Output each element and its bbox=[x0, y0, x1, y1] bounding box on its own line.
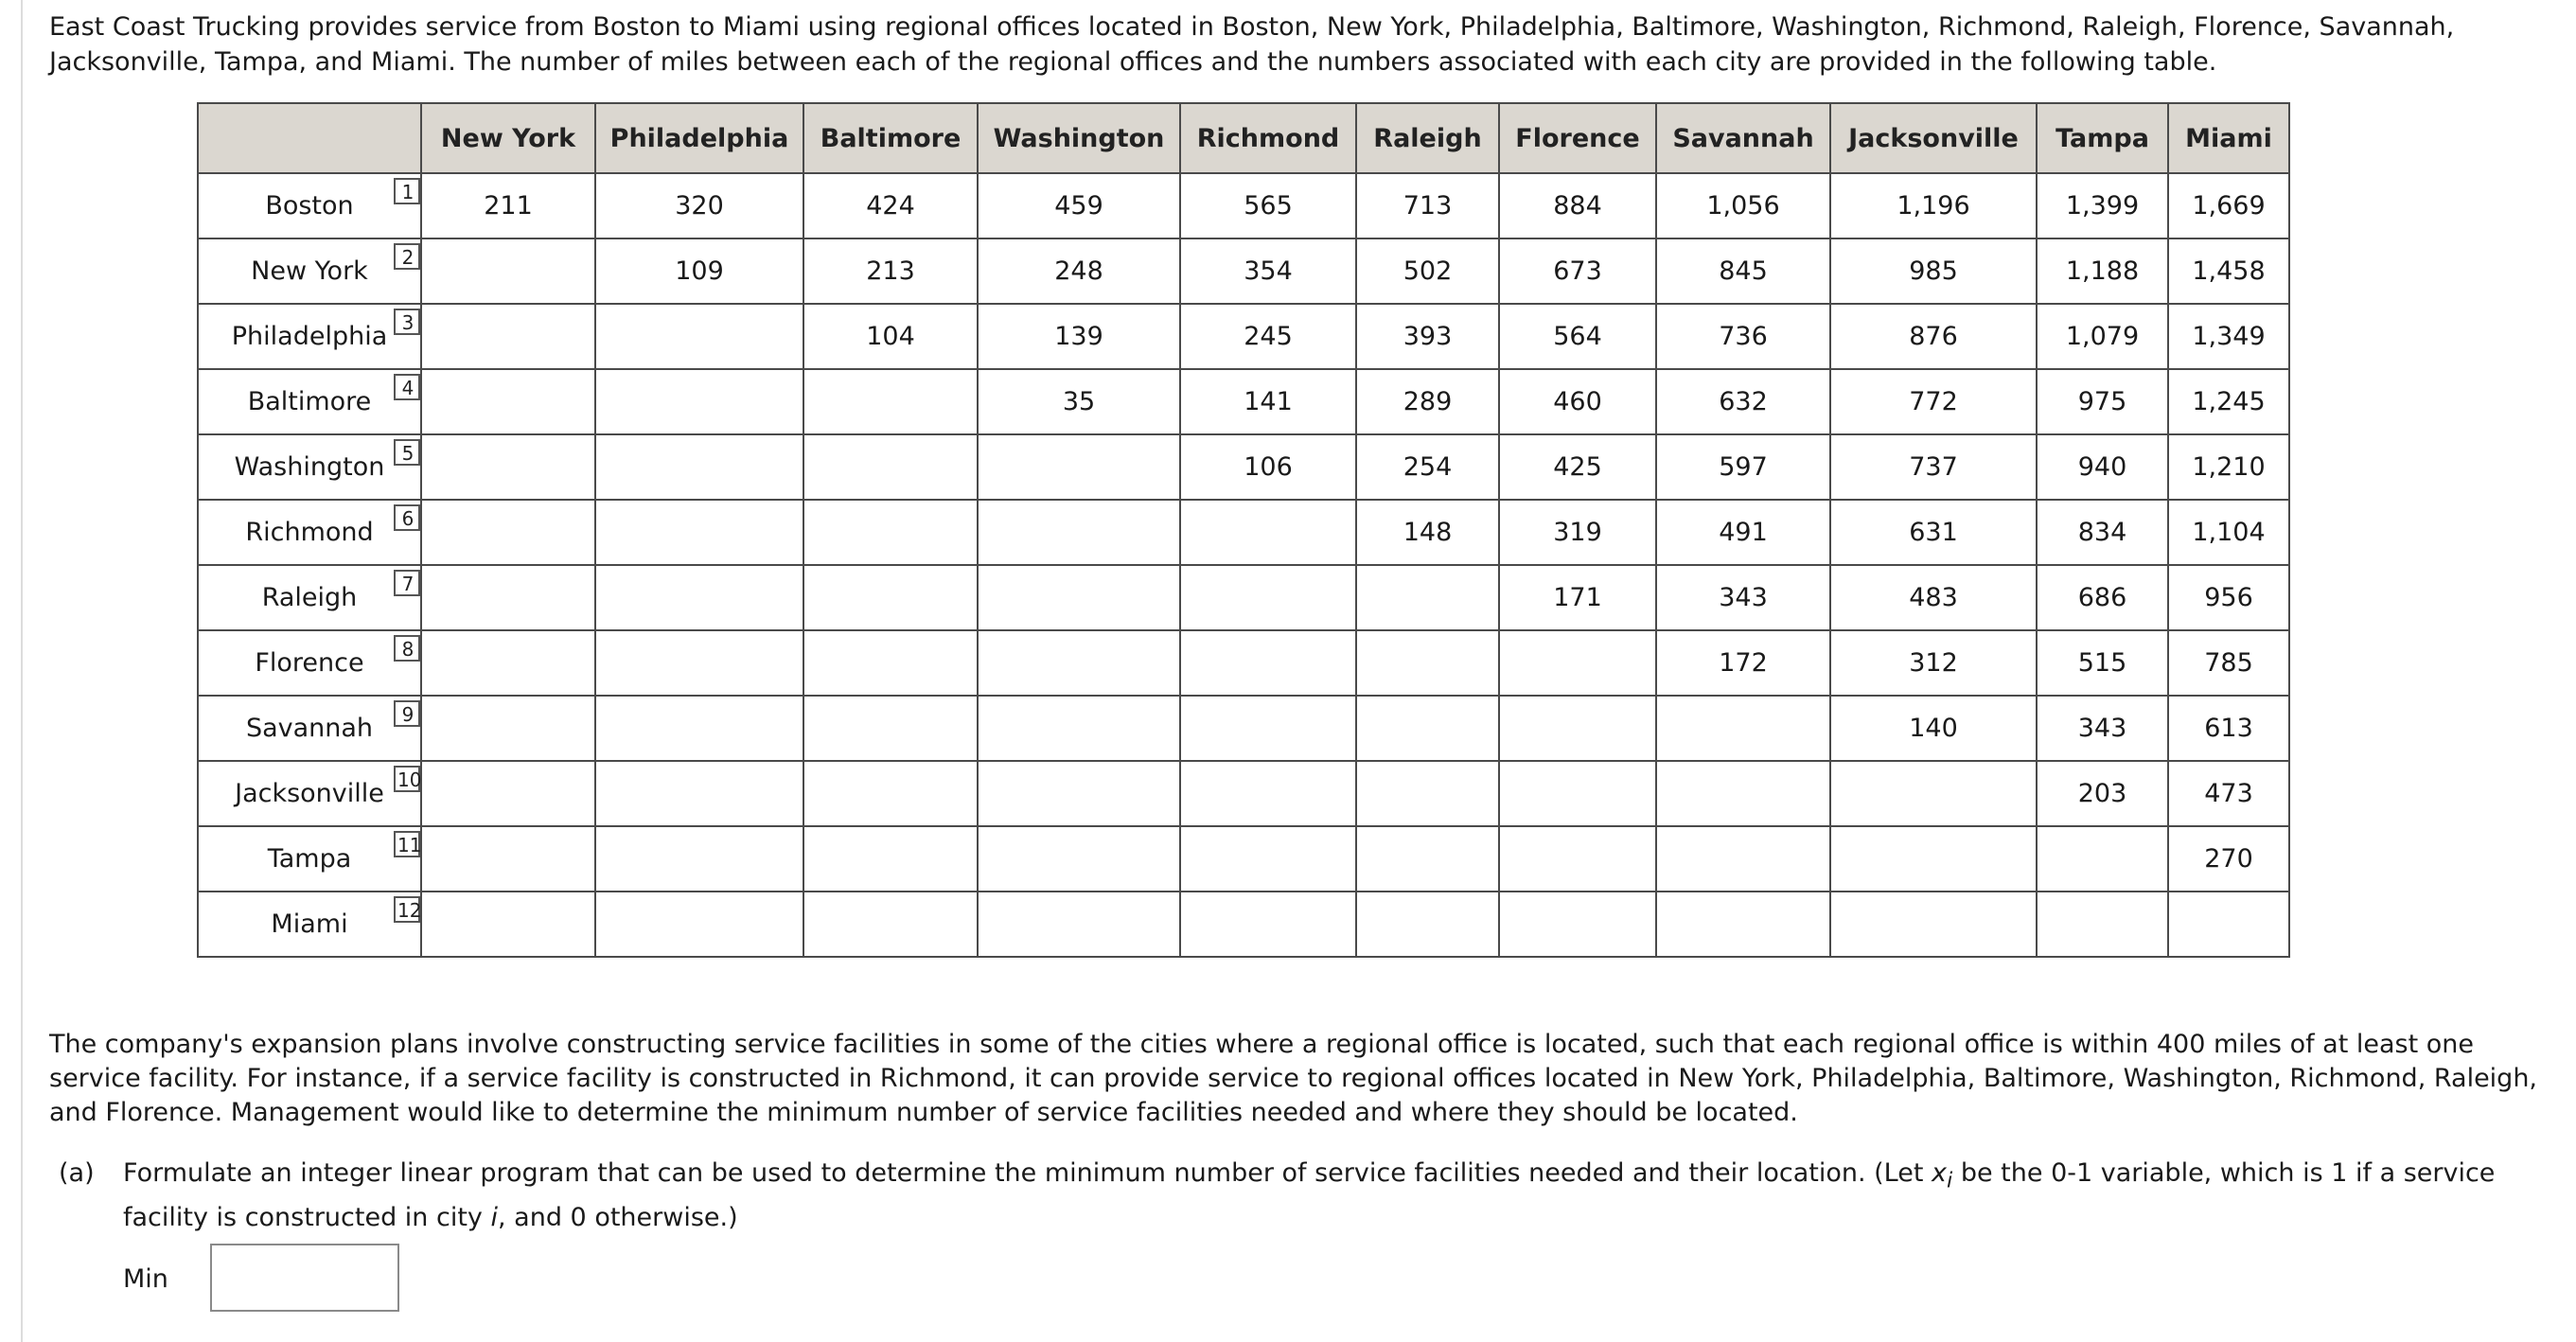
distance-cell bbox=[421, 369, 595, 434]
distance-cell bbox=[421, 761, 595, 826]
distance-cell bbox=[1656, 696, 1830, 761]
distance-cell: 737 bbox=[1830, 434, 2037, 500]
distance-cell: 139 bbox=[978, 304, 1180, 369]
distance-cell: 312 bbox=[1830, 630, 2037, 696]
city-number-badge: 4 bbox=[394, 374, 420, 400]
distance-cell: 1,188 bbox=[2037, 238, 2168, 304]
city-number-badge: 8 bbox=[394, 635, 420, 662]
distance-cell bbox=[1180, 826, 1356, 892]
distance-cell bbox=[2168, 892, 2289, 957]
distance-cell bbox=[1180, 761, 1356, 826]
distance-cell: 713 bbox=[1356, 173, 1499, 238]
distance-cell bbox=[1180, 565, 1356, 630]
distance-cell: 502 bbox=[1356, 238, 1499, 304]
distance-cell bbox=[1356, 892, 1499, 957]
distance-cell bbox=[595, 565, 803, 630]
distance-cell: 564 bbox=[1499, 304, 1656, 369]
row-city-name: Philadelphia bbox=[231, 322, 388, 351]
column-header: Jacksonville bbox=[1830, 103, 2037, 173]
row-city-name: Raleigh bbox=[261, 583, 358, 612]
distance-cell bbox=[421, 434, 595, 500]
row-city-name: Baltimore bbox=[247, 387, 372, 416]
row-city-cell bbox=[198, 173, 421, 238]
distance-cell bbox=[978, 565, 1180, 630]
distance-cell: 772 bbox=[1830, 369, 2037, 434]
city-number-badge: 5 bbox=[394, 439, 420, 466]
distance-cell: 148 bbox=[1356, 500, 1499, 565]
column-header: Tampa bbox=[2037, 103, 2168, 173]
column-header: Philadelphia bbox=[595, 103, 803, 173]
distance-cell bbox=[1180, 630, 1356, 696]
column-header: Baltimore bbox=[803, 103, 978, 173]
table-row bbox=[198, 500, 2289, 565]
distance-cell: 1,056 bbox=[1656, 173, 1830, 238]
table-row bbox=[198, 304, 2289, 369]
distance-cell bbox=[978, 826, 1180, 892]
distance-cell bbox=[803, 826, 978, 892]
table-row bbox=[198, 630, 2289, 696]
distance-cell bbox=[803, 892, 978, 957]
distance-cell bbox=[421, 630, 595, 696]
distance-cell bbox=[803, 369, 978, 434]
distance-cell: 491 bbox=[1656, 500, 1830, 565]
distance-cell bbox=[1499, 630, 1656, 696]
variable-subscript-i: i bbox=[1947, 1168, 1953, 1193]
distance-cell: 1,458 bbox=[2168, 238, 2289, 304]
row-city-cell bbox=[198, 630, 421, 696]
distance-cell bbox=[1356, 565, 1499, 630]
part-a-text-segment: , and 0 otherwise.) bbox=[498, 1203, 738, 1233]
distance-cell: 473 bbox=[2168, 761, 2289, 826]
variable-x: x bbox=[1932, 1158, 1947, 1188]
distance-cell bbox=[803, 630, 978, 696]
part-a-text-segment: Formulate an integer linear program that can be used to determine the minimum number of service facilities needed and their location. (Let bbox=[123, 1158, 1932, 1188]
distance-cell: 834 bbox=[2037, 500, 2168, 565]
row-city-name: Jacksonville bbox=[235, 779, 384, 808]
distance-cell: 884 bbox=[1499, 173, 1656, 238]
distance-cell: 1,210 bbox=[2168, 434, 2289, 500]
distance-cell bbox=[803, 434, 978, 500]
distance-cell: 940 bbox=[2037, 434, 2168, 500]
column-header: Miami bbox=[2168, 103, 2289, 173]
column-header: Savannah bbox=[1656, 103, 1830, 173]
row-city-cell bbox=[198, 500, 421, 565]
row-city-cell bbox=[198, 434, 421, 500]
distance-cell bbox=[1499, 761, 1656, 826]
row-city-name: Savannah bbox=[245, 714, 374, 743]
row-city-cell bbox=[198, 565, 421, 630]
distance-cell: 140 bbox=[1830, 696, 2037, 761]
distance-cell: 632 bbox=[1656, 369, 1830, 434]
distance-cell: 736 bbox=[1656, 304, 1830, 369]
distance-cell bbox=[1499, 696, 1656, 761]
row-city-name: Florence bbox=[255, 648, 364, 678]
distance-cell bbox=[595, 304, 803, 369]
city-number-badge: 12 bbox=[394, 896, 420, 923]
distance-cell bbox=[978, 892, 1180, 957]
distance-cell: 1,245 bbox=[2168, 369, 2289, 434]
row-city-cell bbox=[198, 826, 421, 892]
distance-cell bbox=[1356, 761, 1499, 826]
row-city-cell bbox=[198, 238, 421, 304]
distance-cell bbox=[421, 304, 595, 369]
distance-cell bbox=[1180, 696, 1356, 761]
distance-cell bbox=[978, 761, 1180, 826]
row-city-cell bbox=[198, 761, 421, 826]
distance-cell: 425 bbox=[1499, 434, 1656, 500]
column-header: Raleigh bbox=[1356, 103, 1499, 173]
city-number-badge: 6 bbox=[394, 504, 420, 531]
row-city-cell bbox=[198, 304, 421, 369]
distance-cell bbox=[2037, 892, 2168, 957]
header-corner-cell bbox=[198, 103, 421, 173]
distance-cell bbox=[1656, 761, 1830, 826]
distance-cell bbox=[1180, 892, 1356, 957]
distance-cell: 104 bbox=[803, 304, 978, 369]
city-number-badge: 2 bbox=[394, 243, 420, 270]
column-header: Richmond bbox=[1180, 103, 1356, 173]
distance-cell: 289 bbox=[1356, 369, 1499, 434]
distance-cell bbox=[1356, 630, 1499, 696]
column-header: New York bbox=[421, 103, 595, 173]
distance-cell: 515 bbox=[2037, 630, 2168, 696]
distance-cell bbox=[1830, 892, 2037, 957]
distance-cell: 270 bbox=[2168, 826, 2289, 892]
distance-cell bbox=[595, 630, 803, 696]
distance-cell bbox=[595, 826, 803, 892]
distance-cell: 631 bbox=[1830, 500, 2037, 565]
distance-cell bbox=[1356, 826, 1499, 892]
table-row bbox=[198, 892, 2289, 957]
distance-cell: 1,399 bbox=[2037, 173, 2168, 238]
intro-paragraph: East Coast Trucking provides service from Boston to Miami using regional offices located in Boston, New York, Philadelphia, Baltimore, Washington, Richmond, Raleigh, Florence, Savannah, Jacksonville, Tampa, and Miami. The number of miles between each of the regional offices and the numbers associated with each city are provided in the following table. bbox=[49, 12, 2455, 77]
row-city-name: Washington bbox=[234, 452, 385, 482]
distance-cell: 483 bbox=[1830, 565, 2037, 630]
distance-cell bbox=[1499, 892, 1656, 957]
distance-cell bbox=[803, 565, 978, 630]
distance-cell: 106 bbox=[1180, 434, 1356, 500]
column-header: Florence bbox=[1499, 103, 1656, 173]
distance-cell bbox=[595, 369, 803, 434]
distance-cell bbox=[421, 696, 595, 761]
part-a-label: (a) bbox=[59, 1158, 95, 1188]
part-a-text-segment: be the 0-1 variable, which is 1 if a service facility is constructed in city bbox=[123, 1158, 2496, 1233]
row-city-name: Richmond bbox=[245, 518, 374, 547]
distance-cell bbox=[978, 434, 1180, 500]
distance-cell bbox=[803, 696, 978, 761]
variable-i: i bbox=[490, 1203, 499, 1233]
distance-cell: 319 bbox=[1499, 500, 1656, 565]
distance-cell bbox=[421, 826, 595, 892]
row-city-name: New York bbox=[251, 256, 368, 286]
row-city-cell bbox=[198, 892, 421, 957]
distance-cell bbox=[421, 565, 595, 630]
distance-cell: 109 bbox=[595, 238, 803, 304]
table-row bbox=[198, 369, 2289, 434]
distance-cell: 172 bbox=[1656, 630, 1830, 696]
left-border-rule bbox=[21, 0, 23, 1342]
distance-cell: 354 bbox=[1180, 238, 1356, 304]
table-row bbox=[198, 173, 2289, 238]
distance-cell: 424 bbox=[803, 173, 978, 238]
table-header-row bbox=[198, 103, 2289, 173]
distance-cell bbox=[1656, 892, 1830, 957]
distance-cell: 597 bbox=[1656, 434, 1830, 500]
distance-cell bbox=[803, 761, 978, 826]
distance-cell: 1,079 bbox=[2037, 304, 2168, 369]
table-row bbox=[198, 761, 2289, 826]
city-number-badge: 7 bbox=[394, 570, 420, 596]
distance-cell: 141 bbox=[1180, 369, 1356, 434]
objective-input[interactable] bbox=[210, 1244, 399, 1312]
distance-cell: 171 bbox=[1499, 565, 1656, 630]
distance-cell: 613 bbox=[2168, 696, 2289, 761]
distance-cell bbox=[595, 892, 803, 957]
table-row bbox=[198, 826, 2289, 892]
city-number-badge: 3 bbox=[394, 309, 420, 335]
distance-cell: 845 bbox=[1656, 238, 1830, 304]
distance-cell bbox=[1830, 761, 2037, 826]
distance-cell: 248 bbox=[978, 238, 1180, 304]
expansion-paragraph: The company's expansion plans involve constructing service facilities in some of the cities where a regional office is located, such that each regional office is within 400 miles of at least one service facility. For instance, if a service facility is constructed in Richmond, it can provide service to regional offices located in New York, Philadelphia, Baltimore, Washington, Richmond, Raleigh, and Florence. Management would like to determine the minimum number of service facilities needed and where they should be located. bbox=[49, 1030, 2538, 1127]
row-city-cell bbox=[198, 369, 421, 434]
distance-cell bbox=[1499, 826, 1656, 892]
row-city-cell bbox=[198, 696, 421, 761]
distance-cell: 460 bbox=[1499, 369, 1656, 434]
city-number-badge: 1 bbox=[394, 178, 420, 204]
distance-cell bbox=[978, 500, 1180, 565]
distance-cell: 565 bbox=[1180, 173, 1356, 238]
distance-cell: 203 bbox=[2037, 761, 2168, 826]
row-city-name: Miami bbox=[271, 909, 348, 939]
part-a-text bbox=[123, 1155, 2548, 1236]
distance-cell: 785 bbox=[2168, 630, 2289, 696]
distance-cell bbox=[2037, 826, 2168, 892]
distance-cell bbox=[803, 500, 978, 565]
column-header: Washington bbox=[978, 103, 1180, 173]
table-row bbox=[198, 565, 2289, 630]
distance-cell: 254 bbox=[1356, 434, 1499, 500]
distance-cell: 1,349 bbox=[2168, 304, 2289, 369]
row-city-name: Tampa bbox=[267, 844, 352, 874]
table-row bbox=[198, 434, 2289, 500]
distance-cell bbox=[1656, 826, 1830, 892]
distance-cell bbox=[978, 696, 1180, 761]
distance-cell: 35 bbox=[978, 369, 1180, 434]
distance-cell: 343 bbox=[1656, 565, 1830, 630]
distance-cell: 1,104 bbox=[2168, 500, 2289, 565]
distance-table bbox=[197, 102, 2290, 958]
distance-cell bbox=[1180, 500, 1356, 565]
distance-cell: 985 bbox=[1830, 238, 2037, 304]
distance-cell: 1,196 bbox=[1830, 173, 2037, 238]
table-body bbox=[198, 173, 2289, 957]
min-label: Min bbox=[123, 1264, 168, 1294]
distance-cell: 673 bbox=[1499, 238, 1656, 304]
question-part-a bbox=[59, 1155, 2548, 1236]
distance-cell bbox=[421, 892, 595, 957]
distance-cell: 686 bbox=[2037, 565, 2168, 630]
distance-cell: 876 bbox=[1830, 304, 2037, 369]
distance-cell: 343 bbox=[2037, 696, 2168, 761]
distance-cell: 245 bbox=[1180, 304, 1356, 369]
distance-cell bbox=[595, 434, 803, 500]
distance-cell bbox=[1356, 696, 1499, 761]
distance-cell: 459 bbox=[978, 173, 1180, 238]
table-row bbox=[198, 696, 2289, 761]
distance-cell bbox=[421, 238, 595, 304]
distance-cell bbox=[1830, 826, 2037, 892]
row-city-name: Boston bbox=[265, 191, 354, 221]
distance-cell bbox=[978, 630, 1180, 696]
city-number-badge: 10 bbox=[394, 766, 420, 792]
distance-cell: 1,669 bbox=[2168, 173, 2289, 238]
table-row bbox=[198, 238, 2289, 304]
distance-cell: 956 bbox=[2168, 565, 2289, 630]
city-number-badge: 11 bbox=[394, 831, 420, 857]
distance-cell bbox=[595, 500, 803, 565]
distance-cell: 211 bbox=[421, 173, 595, 238]
distance-cell: 975 bbox=[2037, 369, 2168, 434]
distance-cell: 320 bbox=[595, 173, 803, 238]
distance-cell bbox=[595, 696, 803, 761]
distance-cell: 393 bbox=[1356, 304, 1499, 369]
distance-cell bbox=[595, 761, 803, 826]
distance-cell bbox=[421, 500, 595, 565]
distance-cell: 213 bbox=[803, 238, 978, 304]
city-number-badge: 9 bbox=[394, 700, 420, 727]
